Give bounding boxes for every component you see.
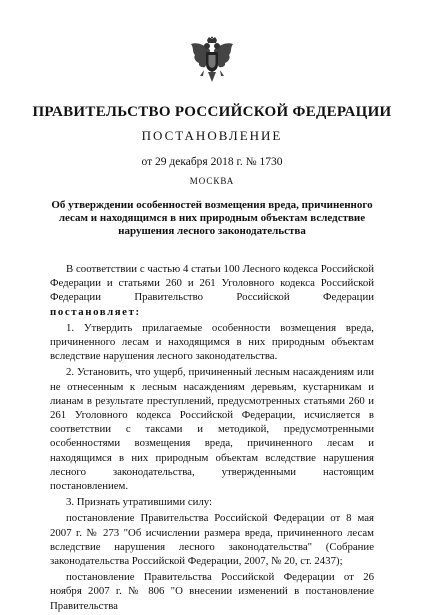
- document-date-number: от 29 декабря 2018 г. № 1730: [141, 156, 283, 168]
- paragraph-2: 2. Установить, что ущерб, причиненный лесным насаждениям или не отнесенным к лесным насаждениям деревьям, кустарникам и лианам в результате преступлений, предусмотренных статьями 260 и 261 Уголовного кодекса Российской Федерации, исчисляется в соответствии с таксами и методикой, предусмотренными особенностями возмещения вреда, причиненного лесам и находящимся в них природным объектам вследствие нарушения лесного законодательства, утвержденными настоящим постановлением.: [50, 366, 374, 493]
- document-type: ПОСТАНОВЛЕНИЕ: [141, 128, 283, 143]
- paragraph-4: постановление Правительства Российской Федерации от 8 мая 2007 г. № 273 "Об исчислении размера вреда, причиненного лесам вследствие нарушения лесного законодательства" (Собрание законодательства Российской Федерации, 2007, № 20, ст. 2437);: [50, 512, 374, 568]
- intro-paragraph: [50, 262, 374, 319]
- document-subject: Об утверждении особенностей возмещения вреда, причиненного лесам и находящимся в них природным объектам вследствие нарушения лесного законодательства: [51, 199, 373, 237]
- paragraph-1: 1. Утвердить прилагаемые особенности возмещения вреда, причиненного лесам и находящимся в них природным объектам вследствие нарушения лесного законодательства.: [50, 321, 374, 363]
- decree-word: постановляет:: [50, 305, 141, 318]
- intro-text: В соответствии с частью 4 статьи 100 Лесного кодекса Российской Федерации и статьями 260 и 261 Уголовного кодекса Российской Федерации Правительство Российской Федерации: [50, 263, 374, 304]
- document-body: [50, 262, 374, 615]
- russian-coat-of-arms-icon: [190, 36, 234, 84]
- government-title: ПРАВИТЕЛЬСТВО РОССИЙСКОЙ ФЕДЕРАЦИИ: [32, 104, 392, 120]
- paragraph-3: 3. Признать утратившими силу:: [66, 496, 213, 509]
- paragraph-5: постановление Правительства Российской Федерации от 26 ноября 2007 г. № 806 "О внесении изменений в постановление Правительства: [50, 571, 374, 612]
- document-city: МОСКВА: [189, 176, 235, 186]
